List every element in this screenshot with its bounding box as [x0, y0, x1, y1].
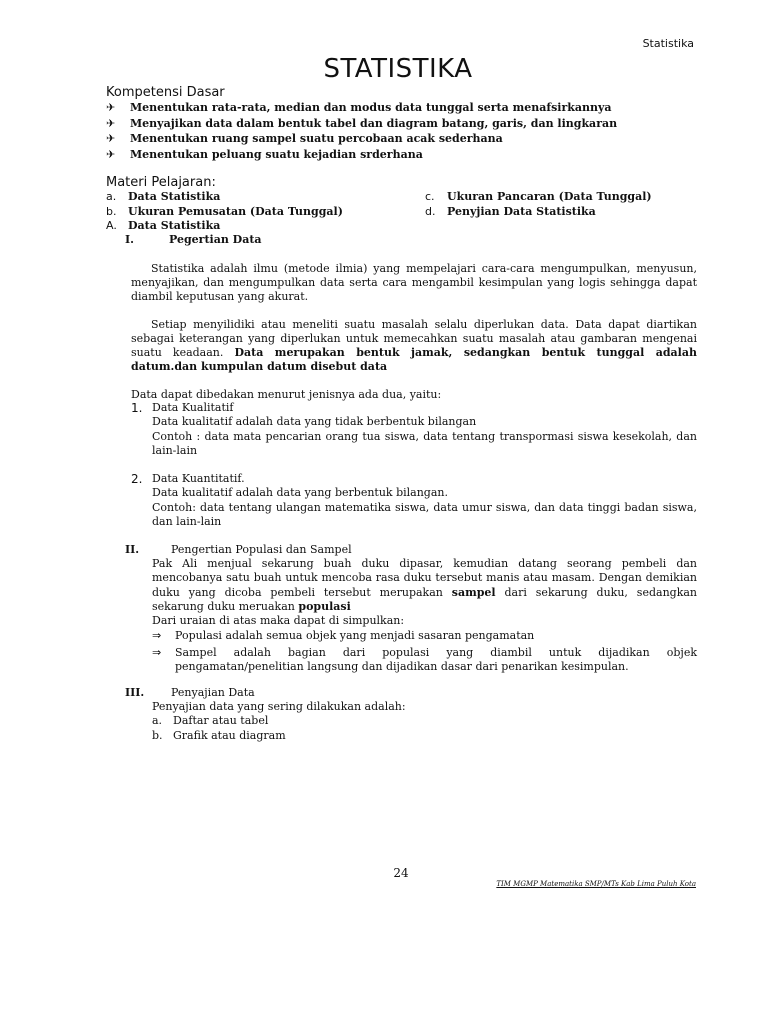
page-number: 24: [393, 866, 409, 880]
paragraph-definition: Statistika adalah ilmu (metode ilmia) yang mempelajari cara-cara mengumpulkan, menyusun, menyajikan, dan mengumpulkan data serta cara mengambil kesimpulan yang logis sehingga dapat diambil keputusan yang akurat.: [131, 262, 697, 303]
kompetensi-list: [106, 100, 706, 162]
section-a-heading: A. Data Statistika: [106, 219, 221, 232]
kompetensi-heading: Kompetensi Dasar: [106, 85, 225, 100]
materi-item: c. Ukuran Pancaran (Data Tunggal): [425, 190, 652, 203]
section-ii-heading: II. Pengertian Populasi dan Sampel: [125, 543, 352, 556]
materi-item: d. Penyjian Data Statistika: [425, 204, 596, 218]
materi-column-right: [425, 190, 652, 219]
section-iii-body: Penyajian data yang sering dilakukan adalah: a. Daftar atau tabel b. Grafik atau diagram: [152, 700, 697, 743]
kompetensi-item: ✈ Menentukan peluang suatu kejadian srderhana: [106, 147, 423, 161]
airplane-bullet-icon: ✈: [106, 116, 116, 130]
section-i-heading: I. Pegertian Data: [125, 233, 262, 246]
airplane-bullet-icon: ✈: [106, 132, 116, 145]
section-ii-body: Pak Ali menjual sekarung buah duku dipasar, kemudian datang seorang pembeli dan mencobanya satu buah untuk mencoba rasa duku tersebut manis atau masam. Dengan demikian duku yang dicoba pembeli tersebut merupakan sampel dari sekarung duku, sedangkan sekarung duku meruakan populasi Dari uraian di atas maka dapat di simpulkan: ⇒ Populasi adalah semua objek yang menjadi sasaran pengamatan ⇒ Sampel adalah bagian dari populasi yang diambil untuk dijadikan objek pengamatan/penelitian langsung dan dijadikan dasar dari penarikan kesimpulan.: [152, 557, 697, 674]
document-title: STATISTIKA: [323, 54, 473, 84]
running-header: Statistika: [642, 37, 694, 50]
kompetensi-item: ✈ Menyajikan data dalam bentuk tabel dan diagram batang, garis, dan lingkaran: [106, 116, 618, 130]
airplane-bullet-icon: ✈: [106, 147, 116, 161]
conclusion-item: ⇒ Sampel adalah bagian dari populasi yang diambil untuk dijadikan objek pengamatan/penelitian langsung dan dijadikan dasar dari penarikan kesimpulan.: [152, 645, 697, 674]
conclusion-item: ⇒ Populasi adalah semua objek yang menjadi sasaran pengamatan: [152, 629, 535, 643]
kompetensi-item: ✈ Menentukan rata-rata, median dan modus data tunggal serta menafsirkannya: [106, 101, 612, 114]
airplane-bullet-icon: ✈: [106, 101, 116, 114]
materi-item: b. Ukuran Pemusatan (Data Tunggal): [106, 204, 343, 218]
paragraph-jenis: Data dapat dibedakan menurut jenisnya ada dua, yaitu:: [131, 388, 442, 401]
kompetensi-item: ✈ Menentukan ruang sampel suatu percobaan acak sederhana: [106, 132, 503, 145]
materi-heading: Materi Pelajaran:: [106, 175, 216, 190]
penyajian-item: b. Grafik atau diagram: [152, 728, 286, 742]
footer-credit: TIM MGMP Matematika SMP/MTs Kab Lima Puluh Kota: [496, 880, 696, 888]
section-iii-heading: III. Penyajian Data: [125, 686, 255, 699]
implies-arrow-icon: ⇒: [152, 645, 162, 659]
implies-arrow-icon: ⇒: [152, 629, 162, 643]
paragraph-data: Setiap menyilidiki atau meneliti suatu masalah selalu diperlukan data. Data dapat diartikan sebagai keterangan yang diperlukan untuk memecahkan suatu masalah atau gambaran mengenai suatu keadaan. Data merupakan bentuk jamak, sedangkan bentuk tunggal adalah datum.dan kumpulan datum disebut data: [131, 318, 697, 373]
penyajian-item: a. Daftar atau tabel: [152, 714, 269, 728]
materi-item: a. Data Statistika: [106, 190, 221, 203]
